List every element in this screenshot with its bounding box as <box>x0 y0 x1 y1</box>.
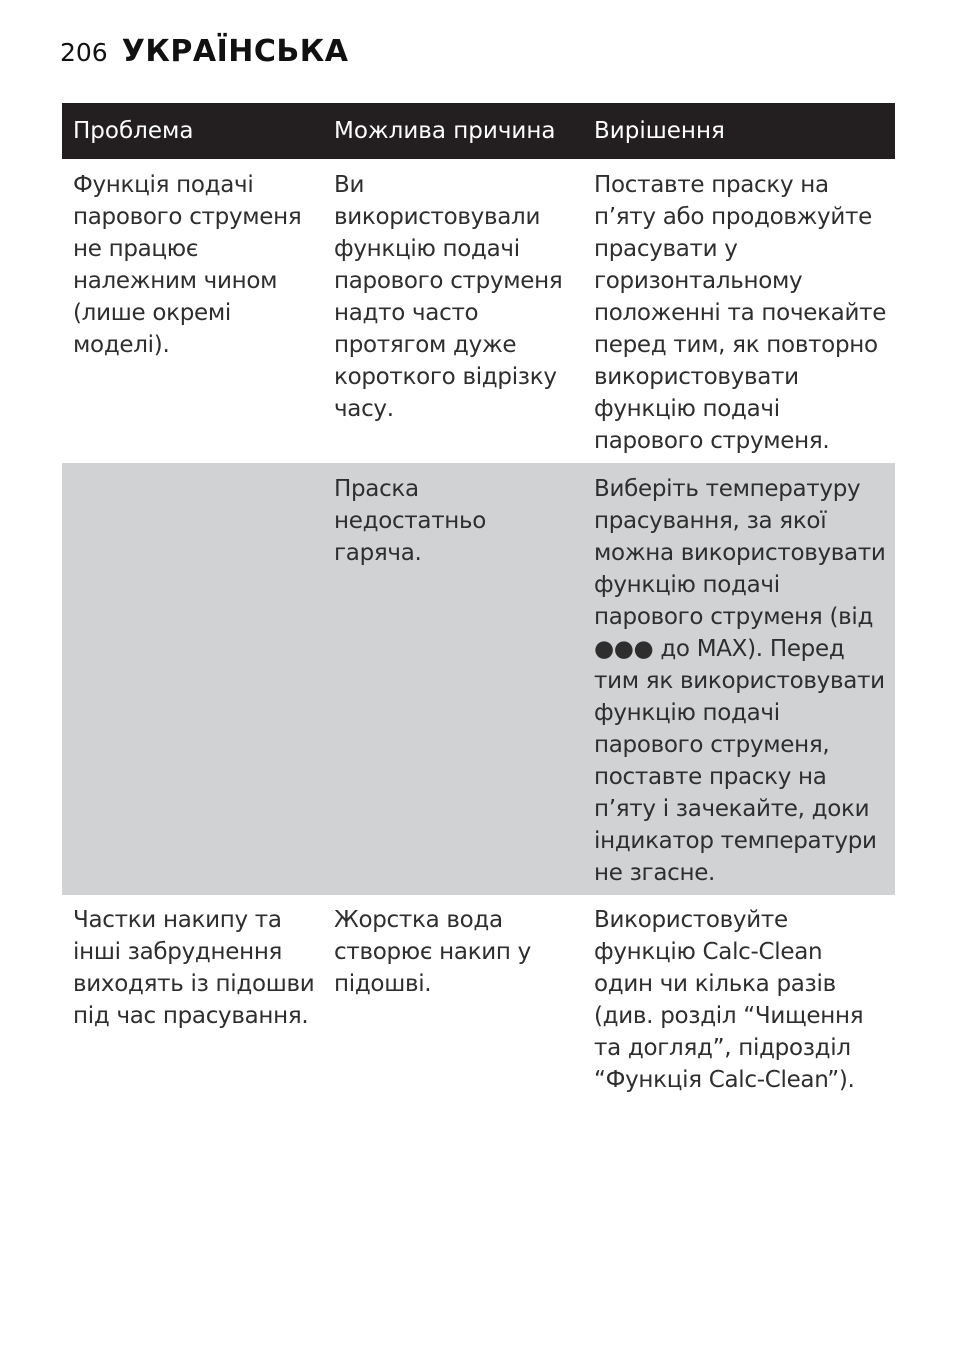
problem-cell: Частки накипу та інші забруднення виходять із підошви під час прасування. <box>73 907 315 1029</box>
table-header-row <box>62 103 895 159</box>
problem-cell <box>62 463 323 895</box>
table-row <box>62 159 895 463</box>
troubleshooting-table <box>62 103 895 1102</box>
page-number: 206 <box>60 38 108 67</box>
solution-cell: Виберіть температуру прасування, за якої можна використовувати функцію подачі парового струменя (від ●●● до MAX). Перед тим як використовувати функцію подачі парового струменя, поставте праску на п’яту і зачекайте, доки індикатор температури не згасне. <box>583 463 895 895</box>
solution-cell: Поставте праску на п’яту або продовжуйте прасувати у горизонтальному положенні та почекайте перед тим, як повторно використовувати функцію подачі парового струменя. <box>594 172 887 454</box>
table-row <box>62 895 895 1102</box>
section-title: УКРАЇНСЬКА <box>121 34 349 69</box>
column-header-solution: Вирішення <box>583 103 895 159</box>
cause-cell: Праска недостатньо гаряча. <box>323 463 583 895</box>
solution-cell: Використовуйте функцію Calc-Clean один чи кілька разів (див. розділ “Чищення та догляд”, підрозділ “Функція Calc-Clean”). <box>594 907 864 1093</box>
column-header-problem: Проблема <box>62 103 323 159</box>
problem-cell: Функція подачі парового струменя не працює належним чином (лише окремі моделі). <box>73 172 302 358</box>
cause-cell: Жорстка вода створює накип у підошві. <box>334 907 531 997</box>
table-row <box>62 463 895 895</box>
column-header-cause: Можлива причина <box>323 103 583 159</box>
cause-cell: Ви використовували функцію подачі парового струменя надто часто протягом дуже короткого відрізку часу. <box>334 172 563 422</box>
page-header <box>60 34 348 69</box>
